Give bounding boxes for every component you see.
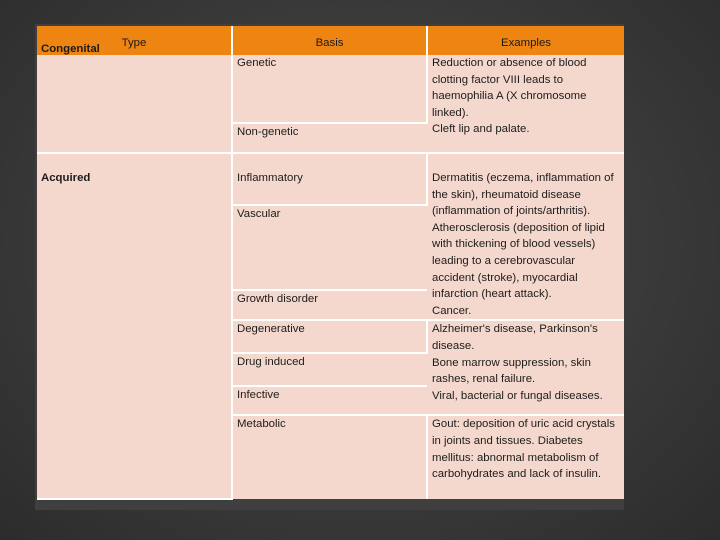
basis-label: Non-genetic [237,126,299,138]
disease-classification-table [37,26,624,500]
basis-label: Metabolic [237,418,286,431]
header-examples: Examples [427,26,624,55]
example-text: Dermatitis (eczema, inflammation of the skin), rheumatoid disease (inflammation of joints/arthritis). [432,172,614,218]
type-label-congenital: Congenital [41,43,100,55]
table-row [37,153,624,205]
example-text: Cleft lip and palate. [432,123,530,136]
basis-label: Drug induced [237,356,305,369]
example-cell [427,55,624,153]
example-text: Bone marrow suppression, skin rashes, renal failure. [432,356,591,386]
basis-cell [232,55,427,123]
example-text: Reduction or absence of blood clotting factor VIII leads to haemophilia A (X chromosome linked). [432,57,587,119]
basis-cell [232,353,427,386]
example-cell [427,320,624,415]
example-cell [427,415,624,499]
basis-cell [232,123,427,153]
table-header-row [37,26,624,55]
example-text: Viral, bacterial or fungal diseases. [432,389,603,402]
header-type: Type [37,26,232,55]
basis-label: Degenerative [237,323,305,336]
example-text: Gout: deposition of uric acid crystals in joints and tissues. Diabetes mellitus: abnormal metabolism of carbohydrates and lack of insulin. [432,418,615,481]
example-text: Atherosclerosis (deposition of lipid with thickening of blood vessels) leading to a cerebrovascular accident (stroke), myocardial infarction (heart attack). [432,221,605,301]
type-label-acquired: Acquired [41,172,91,184]
basis-label: Inflammatory [237,172,303,184]
example-cell [427,153,624,320]
basis-label: Genetic [237,57,277,69]
basis-cell [232,205,427,291]
basis-cell [232,290,427,320]
example-text: Cancer. [432,304,472,317]
basis-cell [232,153,427,205]
table-row [37,55,624,123]
basis-cell [232,415,427,499]
basis-label: Growth disorder [237,293,319,306]
basis-cell [232,320,427,353]
type-cell-acquired [37,153,232,499]
basis-label: Infective [237,389,280,402]
header-basis: Basis [232,26,427,55]
basis-cell [232,386,427,415]
example-text: Alzheimer's disease, Parkinson's disease. [432,323,598,352]
basis-label: Vascular [237,207,281,220]
